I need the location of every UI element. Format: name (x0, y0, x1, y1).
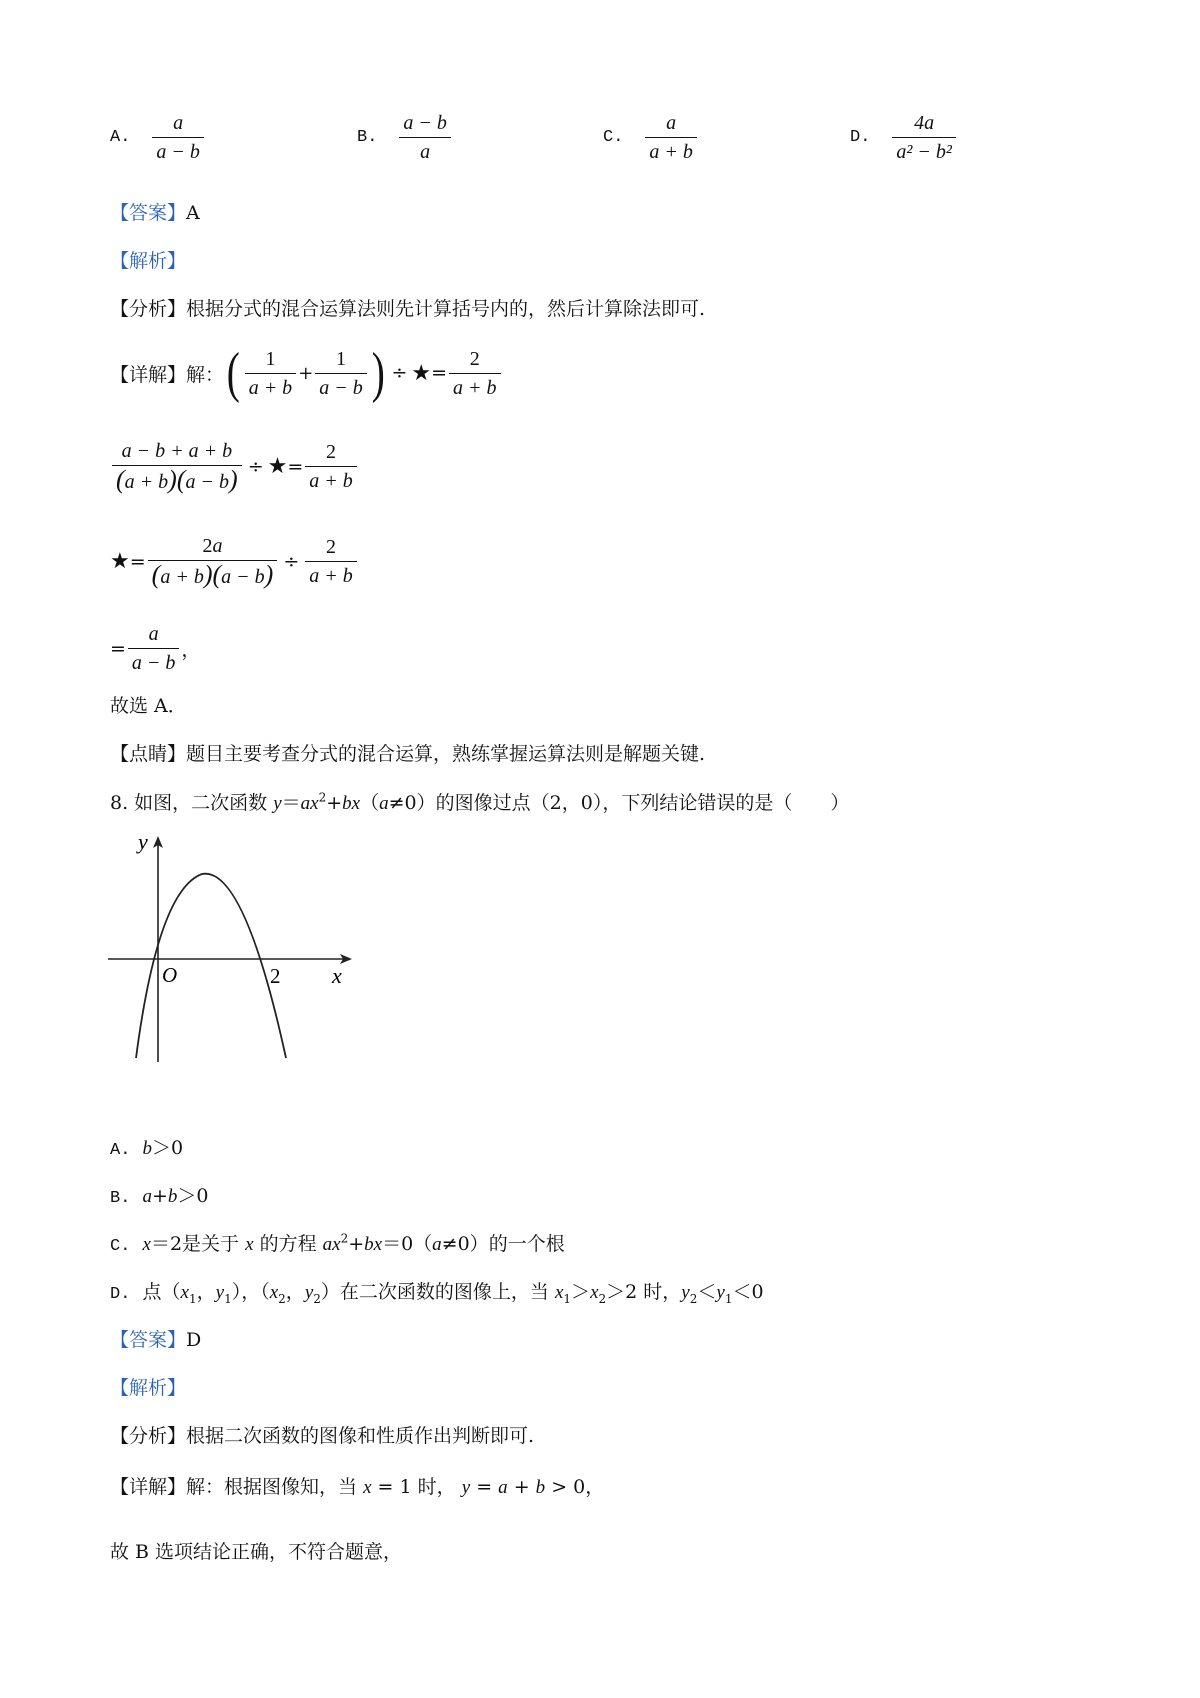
option-label: C. (603, 128, 624, 147)
fraction: $\frac{1}{a - b}$ (315, 348, 367, 399)
q8-last-line: 故 B 选项结论正确，不符合题意， (110, 1541, 403, 1563)
q8-option-a: A. b＞0 (110, 1137, 184, 1160)
fraction: $\frac{2}{a + b}$ (305, 536, 357, 587)
q7-step-3: ★ = $\frac{2a}{(a + b)(a - b)}$ ÷ $\frac{2}{a + b}$ (110, 535, 359, 588)
xiangjie-tag: 【详解】 (110, 1476, 187, 1498)
fraction: $\frac{2}{a + b}$ (305, 441, 357, 492)
q8-option-d: D. 点（$x_1$，$y_1$），（$x_2$，$y_2$）在二次函数的图像上，当 $x_1>x_2>2$ 时，$y_2<y_1<0$ (110, 1281, 764, 1306)
fenxi-text: 根据分式的混合运算法则先计算括号内的，然后计算除法即可. (186, 298, 706, 320)
q7-option-c (603, 112, 699, 163)
q7-step-2: $\frac{a - b + a + b}{(a + b)(a - b)}$ ÷ ★ = $\frac{2}{a + b}$ (110, 440, 359, 493)
fraction: $\frac{a - b + a + b}{(a + b)(a - b)}$ (112, 440, 242, 493)
fraction-numerator: a (666, 112, 677, 134)
q8-fenxi-line (110, 1421, 534, 1448)
q7-fenxi-line (110, 294, 705, 321)
stem-suffix: 的图像过点（2，0），下列结论错误的是（ ） (435, 792, 850, 814)
option-label: D. (850, 128, 871, 147)
q8-xiangjie-line: 【详解】解：根据图像知，当 x = 1 时， y = a + b > 0， (110, 1476, 605, 1498)
q7-step-4: = $\frac{a}{a - b}$ ， (110, 623, 201, 674)
fraction: $\frac{2a}{(a + b)(a - b)}$ (148, 535, 278, 588)
option-label: D. (110, 1285, 131, 1304)
right-paren: ) (371, 342, 385, 404)
option-label: B. (110, 1189, 131, 1208)
tick-label-2: 2 (270, 964, 281, 988)
fraction-numerator: a − b (403, 112, 447, 134)
left-paren: ( (226, 342, 240, 404)
fraction-denominator: a + b (649, 141, 693, 163)
q8-answer-line (110, 1325, 201, 1352)
fraction-denominator: a (420, 141, 431, 163)
q7-conclusion: 故选 A． (110, 695, 187, 717)
q7-answer-line (110, 198, 200, 225)
option-fraction (645, 112, 697, 163)
parabola-graph (100, 830, 360, 1070)
fenxi-tag: 【分析】 (110, 1425, 187, 1447)
star-icon: ★ (411, 360, 432, 386)
fraction: $\frac{2}{a + b}$ (449, 348, 501, 399)
fraction-numerator: 4a (914, 112, 935, 134)
jie-text: 解： (186, 363, 225, 386)
q7-xiangjie-line: 【详解】 解： ( $\frac{1}{a + b}$ + $\frac{1}{a - b}$ ) ÷ ★ = $\frac{2}{a + b}$ (110, 345, 503, 401)
answer-value: D (186, 1329, 202, 1351)
option-label: B. (357, 128, 378, 147)
q7-analysis-tag: 【解析】 (110, 250, 187, 272)
dianjing-tag: 【点睛】 (110, 743, 187, 765)
x-axis-label: x (332, 963, 342, 988)
answer-value: A (186, 202, 200, 224)
origin-label: O (162, 963, 178, 987)
fraction: $\frac{a}{a - b}$ (128, 623, 180, 674)
option-fraction (892, 112, 956, 163)
option-fraction (152, 112, 204, 163)
star-icon: ★ (267, 454, 288, 479)
fraction-denominator: a − b (156, 141, 200, 163)
option-label: A. (110, 128, 131, 147)
q8-analysis-tag: 【解析】 (110, 1377, 187, 1399)
y-axis-label: y (138, 830, 148, 854)
q7-option-a (110, 112, 206, 163)
fraction-denominator: a² − b² (896, 141, 952, 163)
fraction-numerator: a (173, 112, 184, 134)
fenxi-text: 根据二次函数的图像和性质作出判断即可. (186, 1425, 535, 1447)
q7-option-b (357, 112, 453, 163)
option-fraction (399, 112, 451, 163)
option-label: A. (110, 1141, 131, 1160)
stem-prefix: 8. 如图，二次函数 (110, 792, 274, 814)
q8-stem: 8. 如图，二次函数 $y=ax^2+bx(a\ne 0)$的图像过点（2，0），下列结论错误的是（ ） (110, 790, 850, 814)
fraction: $\frac{1}{a + b}$ (245, 348, 297, 399)
q8-option-b: B. a+b＞0 (110, 1185, 209, 1208)
option-label: C. (110, 1237, 131, 1256)
answer-tag: 【答案】 (110, 202, 187, 224)
answer-tag: 【答案】 (110, 1329, 187, 1351)
dianjing-text: 题目主要考查分式的混合运算，熟练掌握运算法则是解题关键. (186, 743, 706, 765)
star-icon: ★ (110, 549, 130, 574)
q7-dianjing-line (110, 739, 705, 766)
xiangjie-tag: 【详解】 (110, 363, 187, 386)
fenxi-tag: 【分析】 (110, 298, 187, 320)
q7-option-d (850, 112, 958, 163)
q8-option-c: C. x＝2是关于 x 的方程 $ax^2+bx=0(a\ne 0)$的一个根 (110, 1231, 565, 1256)
